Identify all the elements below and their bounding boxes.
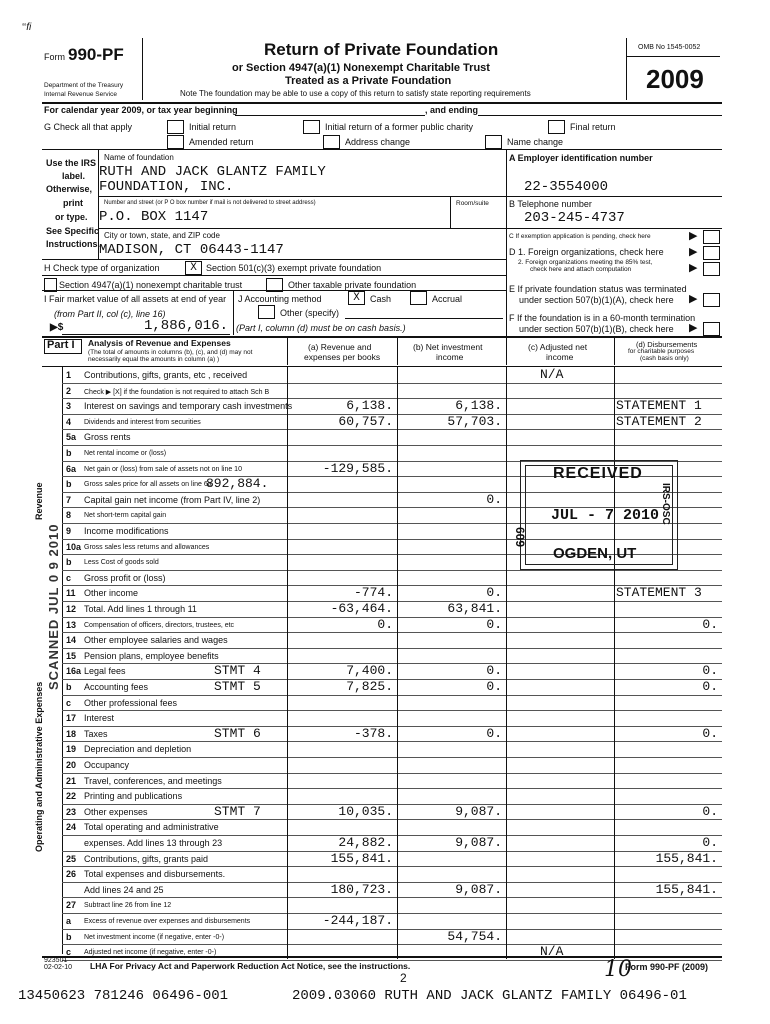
stamp-side-right: IRS-OSC bbox=[660, 483, 671, 525]
4947-label: Section 4947(a)(1) nonexempt charitable trust bbox=[59, 280, 243, 290]
cell-col-d[interactable]: 155,841. bbox=[655, 881, 718, 897]
phone-value: 203-245-4737 bbox=[524, 210, 625, 226]
cell-col-b[interactable]: 0. bbox=[486, 663, 502, 679]
initial-former-checkbox[interactable] bbox=[303, 120, 320, 134]
cell-col-a[interactable]: 7,400. bbox=[346, 663, 393, 679]
and-ending: , and ending bbox=[425, 105, 478, 115]
part-label: Part I bbox=[47, 339, 75, 351]
line-number: b bbox=[66, 682, 72, 692]
other-method-label: Other (specify) bbox=[280, 308, 340, 318]
stamp-side-left: 609 bbox=[513, 527, 527, 548]
statement-ref: STATEMENT 3 bbox=[616, 585, 702, 601]
e-terminated-label2: under section 507(b)(1)(A), check here bbox=[519, 295, 674, 305]
name-change-checkbox[interactable] bbox=[485, 135, 502, 149]
part-desc1: (The total of amounts in columns (b), (c), and (d) may not bbox=[88, 349, 253, 356]
row-divider bbox=[62, 383, 722, 384]
line-number: 11 bbox=[66, 588, 76, 599]
expenses-side-label: Operating and Administrative Expenses bbox=[34, 681, 44, 852]
line-label: Gross sales price for all assets on line 6a bbox=[84, 481, 212, 489]
line-label: Other professional fees bbox=[84, 697, 178, 708]
d2-foreign-label: 2. Foreign organizations meeting the 85% test, bbox=[518, 259, 653, 266]
statement-ref: STMT 5 bbox=[214, 679, 261, 694]
line-label: Interest on savings and temporary cash investments bbox=[84, 401, 293, 412]
received-stamp bbox=[513, 460, 678, 570]
line-label: Gross rents bbox=[84, 432, 131, 443]
line-number: 20 bbox=[66, 760, 77, 770]
line-number: 26 bbox=[66, 869, 77, 880]
d1-foreign-checkbox[interactable] bbox=[703, 246, 720, 260]
line-label: Add lines 24 and 25 bbox=[84, 884, 164, 895]
footer-lha: LHA For Privacy Act and Paperwork Reduction Act Notice, see the instructions. bbox=[90, 961, 411, 971]
line-label: Check ▶ [X] if the foundation is not required to attach Sch B bbox=[84, 388, 270, 396]
col-a-header2: expenses per books bbox=[304, 352, 381, 362]
footer-page-number: 2 bbox=[400, 971, 407, 985]
501c3-label: Section 501(c)(3) exempt private foundation bbox=[206, 263, 382, 273]
cell-col-c: N/A bbox=[540, 367, 564, 382]
amended-return-label: Amended return bbox=[189, 137, 254, 147]
arrow-f-icon: ▶ bbox=[689, 322, 698, 334]
other-taxable-label: Other taxable private foundation bbox=[288, 280, 417, 290]
name-label: Name of foundation bbox=[104, 153, 174, 162]
line-number: 27 bbox=[66, 900, 77, 911]
line-number: 4 bbox=[66, 416, 72, 427]
instructions-word: Instructions. bbox=[46, 239, 101, 249]
scribble-mark: ‘‘ﬁ bbox=[22, 22, 32, 33]
initial-return-label: Initial return bbox=[189, 122, 237, 132]
row-divider bbox=[62, 897, 722, 898]
col-c-header2: income bbox=[546, 352, 574, 362]
line-label: Contributions, gifts, grants, etc , received bbox=[84, 370, 248, 380]
phone-label: B Telephone number bbox=[509, 199, 592, 209]
line-number: 17 bbox=[66, 713, 77, 724]
col-b-header2: income bbox=[436, 352, 464, 362]
row-divider bbox=[62, 866, 722, 867]
row-divider bbox=[62, 757, 722, 758]
line-number: 12 bbox=[66, 604, 77, 614]
row-divider bbox=[62, 929, 722, 930]
cell-col-a[interactable]: -63,464. bbox=[330, 601, 393, 616]
cell-col-b[interactable]: 0. bbox=[486, 725, 502, 741]
line-label: Travel, conferences, and meetings bbox=[84, 775, 222, 786]
cell-col-a[interactable]: 60,757. bbox=[338, 413, 393, 429]
fmv-value: 1,886,016. bbox=[144, 318, 229, 334]
line-number: 19 bbox=[66, 744, 77, 755]
cell-col-b[interactable]: 0. bbox=[486, 585, 502, 601]
col-d-header3: (cash basis only) bbox=[640, 355, 689, 362]
name-change-label: Name change bbox=[507, 137, 564, 147]
scanned-stamp: SCANNED JUL 0 9 2010 bbox=[46, 523, 61, 690]
line-number: 15 bbox=[66, 650, 77, 661]
line-label: Net rental income or (loss) bbox=[84, 450, 167, 457]
or-type-word: or type. bbox=[55, 212, 88, 222]
d2-foreign-label2: check here and attach computation bbox=[530, 266, 632, 273]
footer-code: 923501 bbox=[44, 957, 68, 964]
page-title: Return of Private Foundation bbox=[264, 40, 499, 59]
street-address: P.O. BOX 1147 bbox=[99, 209, 209, 225]
stamp-received: RECEIVED bbox=[553, 465, 643, 482]
line-number: 1 bbox=[66, 370, 72, 380]
line-label: Gross sales less returns and allowances bbox=[84, 543, 210, 551]
line-label: Excess of revenue over expenses and disbursements bbox=[84, 918, 251, 925]
row-divider bbox=[62, 773, 722, 774]
cell-col-b[interactable]: 0. bbox=[486, 616, 502, 632]
line-number: c bbox=[66, 947, 72, 958]
line-number: 13 bbox=[66, 619, 77, 630]
column-divider bbox=[614, 366, 615, 959]
omb-number: OMB No 1545-0052 bbox=[638, 44, 701, 51]
line-number: b bbox=[66, 931, 72, 942]
c-exemption-label: C If exemption application is pending, check here bbox=[509, 233, 651, 240]
line-number: 2 bbox=[66, 385, 72, 396]
cell-col-a[interactable]: 0. bbox=[377, 616, 393, 632]
line-number: a bbox=[66, 916, 72, 926]
statement-ref: STMT 7 bbox=[214, 803, 261, 819]
line-number: 18 bbox=[66, 728, 77, 739]
cell-col-b[interactable]: 9,087. bbox=[455, 835, 502, 850]
line-label: Contributions, gifts, grants paid bbox=[84, 853, 209, 864]
cell-col-b[interactable]: 0. bbox=[486, 491, 502, 507]
cell-col-d[interactable]: 0. bbox=[702, 803, 718, 819]
line-number: 6a bbox=[66, 463, 77, 474]
footer-form-ref: Form 990-PF (2009) bbox=[625, 962, 709, 972]
dept-treasury: Department of the Treasury bbox=[44, 82, 124, 89]
cell-col-a[interactable]: -244,187. bbox=[322, 913, 393, 928]
line-number: 9 bbox=[66, 526, 72, 536]
amended-return-checkbox[interactable] bbox=[167, 135, 184, 149]
ein-value: 22-3554000 bbox=[524, 179, 609, 195]
arrow-d2-icon: ▶ bbox=[689, 262, 698, 274]
statement-ref: STMT 6 bbox=[214, 725, 261, 741]
cell-col-b[interactable]: 63,841. bbox=[447, 601, 502, 616]
row-divider bbox=[62, 632, 722, 633]
cell-col-a[interactable]: 6,138. bbox=[346, 398, 393, 414]
i-fmv-label: I Fair market value of all assets at end of year bbox=[44, 294, 227, 304]
city-state-zip: MADISON, CT 06443-1147 bbox=[99, 242, 284, 258]
cell-col-d[interactable]: 0. bbox=[702, 835, 718, 850]
street-label: Number and street (or P O box number if mail is not delivered to street address) bbox=[104, 200, 316, 206]
statement-ref: STATEMENT 2 bbox=[616, 413, 702, 429]
line-label: Accounting fees bbox=[84, 682, 149, 692]
header-note: Note The foundation may be able to use a copy of this return to satisfy state reporting requirements bbox=[180, 89, 531, 98]
line-number: 21 bbox=[66, 775, 77, 786]
part-desc2: necessarily equal the amounts in column (a) ) bbox=[88, 356, 220, 363]
line-label: Total expenses and disbursements. bbox=[84, 869, 226, 880]
cell-col-b[interactable]: 54,754. bbox=[447, 928, 502, 944]
cell-col-d[interactable]: 0. bbox=[702, 616, 718, 632]
stamp-date: JUL - 7 2010 bbox=[551, 507, 660, 524]
f-termination-checkbox[interactable] bbox=[703, 322, 720, 336]
j-method-label: J Accounting method bbox=[238, 294, 322, 304]
line-label: Taxes bbox=[84, 728, 108, 739]
line-number: c bbox=[66, 572, 72, 583]
column-divider bbox=[287, 366, 288, 959]
e-terminated-checkbox[interactable] bbox=[703, 293, 720, 307]
line-number: 7 bbox=[66, 494, 72, 505]
line-number: b bbox=[66, 557, 72, 568]
cell-col-c: N/A bbox=[540, 944, 564, 960]
f-termination-label2: under section 507(b)(1)(B), check here bbox=[519, 324, 674, 334]
foundation-name-line1: RUTH AND JACK GLANTZ FAMILY bbox=[99, 164, 326, 180]
row-divider bbox=[62, 695, 722, 696]
line-number: 3 bbox=[66, 401, 72, 412]
cell-col-d[interactable]: 0. bbox=[702, 679, 718, 694]
cell-col-b[interactable]: 9,087. bbox=[455, 803, 502, 819]
row-divider bbox=[62, 741, 722, 742]
i-fmv-prefix: ▶$ bbox=[50, 322, 64, 333]
line-number: c bbox=[66, 697, 72, 708]
line-label: Income modifications bbox=[84, 526, 169, 536]
cell-col-a[interactable]: 155,841. bbox=[330, 850, 393, 866]
line-label: Other employee salaries and wages bbox=[84, 635, 228, 646]
row-divider bbox=[62, 445, 722, 446]
col-c-header: (c) Adjusted net bbox=[528, 342, 588, 352]
cell-col-d[interactable]: 0. bbox=[702, 725, 718, 741]
final-return-checkbox[interactable] bbox=[548, 120, 565, 134]
cell-col-d[interactable]: 155,841. bbox=[655, 850, 718, 866]
address-change-checkbox[interactable] bbox=[323, 135, 340, 149]
line-label: Subtract line 26 from line 12 bbox=[84, 902, 172, 910]
line-label: Pension plans, employee benefits bbox=[84, 650, 219, 661]
arrow-c-icon: ▶ bbox=[689, 230, 698, 242]
arrow-d1-icon: ▶ bbox=[689, 246, 698, 258]
line-label: Adjusted net income (if negative, enter -0-) bbox=[84, 949, 217, 957]
other-method-checkbox[interactable] bbox=[258, 305, 275, 319]
line-number: 14 bbox=[66, 635, 77, 646]
cell-col-d[interactable]: 0. bbox=[702, 663, 718, 679]
line-label: Less Cost of goods sold bbox=[84, 559, 159, 567]
line-label: Total operating and administrative bbox=[84, 822, 219, 833]
accrual-label: Accrual bbox=[432, 294, 463, 304]
otherwise-word: Otherwise, bbox=[46, 184, 93, 194]
subtitle-line2: Treated as a Private Foundation bbox=[285, 75, 452, 87]
j-cash-basis-note: (Part I, column (d) must be on cash basis.) bbox=[236, 323, 406, 333]
cell-col-b[interactable]: 0. bbox=[486, 679, 502, 694]
line-label: Net investment income (if negative, enter -0-) bbox=[84, 933, 225, 941]
see-specific-word: See Specific bbox=[46, 226, 100, 236]
line-number: 10a bbox=[66, 541, 82, 552]
cell-col-b[interactable]: 57,703. bbox=[447, 413, 502, 429]
part-title: Analysis of Revenue and Expenses bbox=[88, 338, 231, 348]
c-exemption-checkbox[interactable] bbox=[703, 230, 720, 244]
line-label: Compensation of officers, directors, trustees, etc bbox=[84, 621, 235, 629]
line-label: Other income bbox=[84, 588, 139, 599]
line-label: Legal fees bbox=[84, 666, 126, 677]
column-divider bbox=[506, 366, 507, 959]
h-type-label: H Check type of organization bbox=[44, 263, 160, 273]
line-label: Net short-term capital gain bbox=[84, 512, 167, 520]
use-irs-label: Use the IRS bbox=[46, 158, 97, 168]
line-label: Interest bbox=[84, 713, 115, 724]
ein-label: A Employer identification number bbox=[509, 153, 653, 163]
form-prefix: Form bbox=[44, 52, 65, 62]
bottom-right-id: 2009.03060 RUTH AND JACK GLANTZ FAMILY 06496-01 bbox=[292, 988, 687, 1004]
d1-foreign-label: D 1. Foreign organizations, check here bbox=[509, 247, 664, 257]
gross-sales-value: 892,884. bbox=[206, 476, 269, 492]
foundation-name-line2: FOUNDATION, INC. bbox=[99, 179, 234, 195]
tax-year: 2009 bbox=[646, 64, 704, 94]
row-divider bbox=[62, 648, 722, 649]
d2-foreign-checkbox[interactable] bbox=[703, 262, 720, 276]
statement-ref: STMT 4 bbox=[214, 663, 261, 679]
i-fmv-label2: (from Part II, col (c), line 16) bbox=[54, 309, 166, 319]
row-divider bbox=[62, 710, 722, 711]
cell-col-a[interactable]: 24,882. bbox=[338, 835, 393, 850]
address-change-label: Address change bbox=[345, 137, 411, 147]
bottom-left-id: 13450623 781246 06496-001 bbox=[18, 988, 229, 1004]
row-divider bbox=[62, 944, 722, 945]
final-return-label: Final return bbox=[570, 122, 616, 132]
row-divider bbox=[62, 429, 722, 430]
line-label: Net gain or (loss) from sale of assets not on line 10 bbox=[84, 465, 242, 473]
cash-checkbox[interactable]: X bbox=[348, 291, 365, 305]
stamp-city: OGDEN, UT bbox=[553, 545, 637, 562]
arrow-e-icon: ▶ bbox=[689, 293, 698, 305]
line-number: 25 bbox=[66, 853, 77, 864]
line-label: Printing and publications bbox=[84, 791, 183, 802]
line-number: 22 bbox=[66, 791, 77, 802]
cell-col-a[interactable]: 180,723. bbox=[330, 881, 393, 897]
501c3-checkbox[interactable]: X bbox=[185, 261, 202, 275]
initial-return-checkbox[interactable] bbox=[167, 120, 184, 134]
col-d-header: (d) Disbursements bbox=[636, 340, 698, 349]
col-a-header: (a) Revenue and bbox=[308, 342, 372, 352]
cell-col-a[interactable]: -774. bbox=[353, 585, 393, 601]
col-b-header: (b) Net investment bbox=[413, 342, 483, 352]
column-divider bbox=[397, 366, 398, 959]
row-divider bbox=[62, 788, 722, 789]
check-all-label: G Check all that apply bbox=[44, 122, 133, 132]
col-d-header2: for charitable purposes bbox=[628, 348, 695, 355]
room-suite-label: Room/suite bbox=[456, 200, 489, 207]
calendar-year-line: For calendar year 2009, or tax year beginning bbox=[44, 105, 238, 115]
footer-code2: 02-02-10 bbox=[44, 964, 73, 971]
handwritten-number: 10 bbox=[604, 957, 632, 982]
cell-col-a[interactable]: 7,825. bbox=[346, 679, 393, 694]
line-number: 24 bbox=[66, 822, 77, 833]
line-label: Gross profit or (loss) bbox=[84, 572, 166, 583]
cell-col-b[interactable]: 9,087. bbox=[455, 881, 502, 897]
cell-col-a[interactable]: -378. bbox=[353, 725, 393, 741]
cell-col-a[interactable]: -129,585. bbox=[322, 460, 393, 476]
row-divider bbox=[62, 819, 722, 820]
initial-former-label: Initial return of a former public charity bbox=[325, 122, 474, 132]
line-number: 23 bbox=[66, 806, 77, 817]
line-label: expenses. Add lines 13 through 23 bbox=[84, 838, 223, 848]
line-label: Occupancy bbox=[84, 760, 130, 770]
cash-label: Cash bbox=[370, 294, 392, 304]
accrual-checkbox[interactable] bbox=[410, 291, 427, 305]
f-termination-label: F If the foundation is in a 60-month termination bbox=[509, 313, 696, 323]
dept-irs: Internal Revenue Service bbox=[44, 91, 117, 98]
e-terminated-label: E If private foundation status was terminated bbox=[509, 284, 687, 294]
city-label: City or town, state, and ZIP code bbox=[104, 231, 220, 240]
line-number: b bbox=[66, 448, 72, 458]
line-number: 8 bbox=[66, 510, 72, 521]
subtitle-line1: or Section 4947(a)(1) Nonexempt Charitable Trust bbox=[232, 62, 490, 74]
line-number: 16a bbox=[66, 666, 82, 677]
line-number: b bbox=[66, 479, 72, 490]
statement-ref: STATEMENT 1 bbox=[616, 398, 702, 414]
line-number: 5a bbox=[66, 432, 77, 443]
line-label: Dividends and interest from securities bbox=[84, 418, 201, 426]
line-label: Depreciation and depletion bbox=[84, 744, 192, 755]
revenue-side-label: Revenue bbox=[34, 482, 44, 520]
cell-col-a[interactable]: 10,035. bbox=[338, 803, 393, 819]
label-word: label. bbox=[62, 171, 86, 181]
line-label: Capital gain net income (from Part IV, line 2) bbox=[84, 494, 261, 505]
line-label: Other expenses bbox=[84, 806, 148, 817]
print-word: print bbox=[63, 198, 83, 208]
line-label: Total. Add lines 1 through 11 bbox=[84, 604, 197, 614]
cell-col-b[interactable]: 6,138. bbox=[455, 398, 502, 414]
form-name: 990-PF bbox=[68, 45, 124, 64]
